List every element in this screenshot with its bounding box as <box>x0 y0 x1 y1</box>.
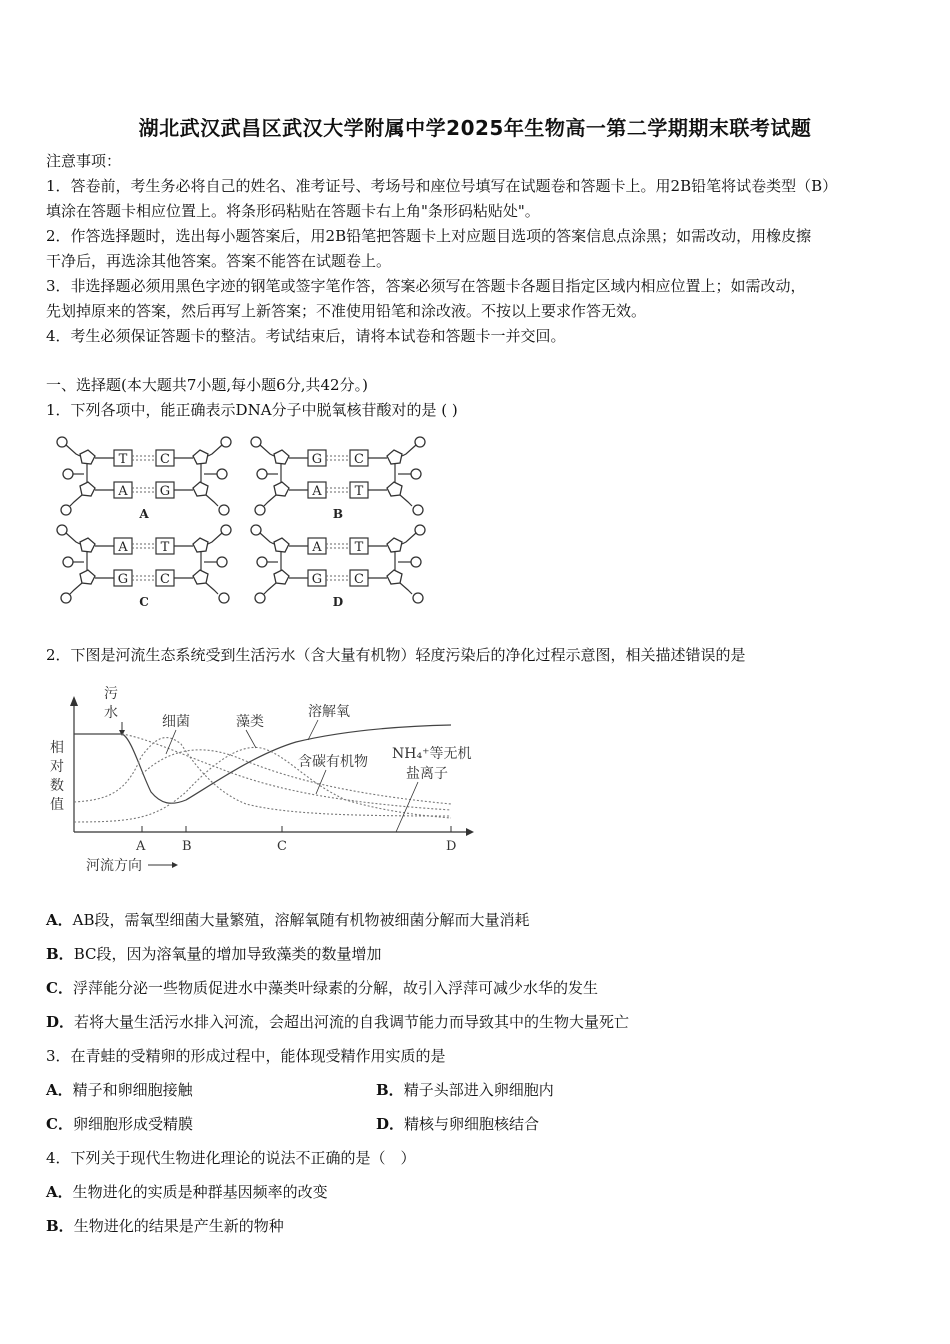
q2-option-a[interactable]: A．AB段，需氧型细菌大量繁殖，溶解氧随有机物被细菌分解而大量消耗 <box>46 911 530 929</box>
question-4-stem: 4．下列关于现代生物进化理论的说法不正确的是（ ） <box>46 1149 416 1167</box>
notice-line: 1．答卷前，考生务必将自己的姓名、准考证号、考场号和座位号填写在试题卷和答题卡上。用2B铅笔将试卷类型（B） <box>46 177 838 195</box>
base-letter: G <box>311 452 323 467</box>
q2-option-c[interactable]: C．浮萍能分泌一些物质促进水中藻类叶绿素的分解，故引入浮萍可减少水华的发生 <box>46 979 598 997</box>
q4-option-b[interactable]: B．生物进化的结果是产生新的物种 <box>46 1217 284 1235</box>
page-title: 湖北武汉武昌区武汉大学附属中学2025年生物高一第二学期期末联考试题 <box>138 116 812 140</box>
y-axis-label: 值 <box>50 797 64 813</box>
dna-pair-diagram <box>251 437 425 521</box>
base-letter: A <box>312 540 322 555</box>
bacteria-label: 细菌 <box>162 714 190 730</box>
base-letter: A <box>312 484 322 499</box>
tick-label-a: A <box>136 839 146 854</box>
q3-option-d[interactable]: D．精核与卵细胞核结合 <box>376 1115 540 1133</box>
river-purification-figure <box>46 682 486 877</box>
dna-pair-diagram <box>57 525 231 609</box>
base-letter: A <box>118 484 128 499</box>
base-letter: G <box>311 572 323 587</box>
base-letter: G <box>117 572 129 587</box>
option-label: B <box>332 507 344 521</box>
oxygen-label: 溶解氧 <box>308 704 350 720</box>
base-letter: T <box>354 484 364 499</box>
dna-pair-diagram <box>251 525 425 609</box>
y-axis-label: 数 <box>50 778 64 794</box>
question-2-stem: 2．下图是河流生态系统受到生活污水（含大量有机物）轻度污染后的净化过程示意图，相关描述错误的是 <box>46 646 746 664</box>
tick-label-d: D <box>446 839 457 854</box>
q2-option-b[interactable]: B．BC段，因为溶氧量的增加导致藻类的数量增加 <box>46 945 382 963</box>
base-letter: G <box>159 484 171 499</box>
notice-line: 2．作答选择题时，选出每小题答案后，用2B铅笔把答题卡上对应题目选项的答案信息点涂黑；如需改动，用橡皮擦 <box>46 227 812 245</box>
notice-line: 3．非选择题必须用黑色字迹的钢笔或签字笔作答，答案必须写在答题卡各题目指定区域内相应位置上；如需改动， <box>46 277 806 295</box>
y-axis-label: 对 <box>50 759 64 775</box>
carbon-label: 含碳有机物 <box>298 754 368 770</box>
x-axis-label: 河流方向 <box>86 858 142 874</box>
base-letter: C <box>354 452 364 467</box>
tick-label-b: B <box>182 839 192 854</box>
question-3-stem: 3．在青蛙的受精卵的形成过程中，能体现受精作用实质的是 <box>46 1047 446 1065</box>
nh4-label-2: 盐离子 <box>406 766 448 782</box>
notice-line: 先划掉原来的答案，然后再写上新答案；不准使用铅笔和涂改液。不按以上要求作答无效。 <box>46 302 647 320</box>
sewage-label: 水 <box>104 705 118 721</box>
sewage-label: 污 <box>104 686 118 702</box>
base-letter: C <box>354 572 364 587</box>
option-label: C <box>139 595 149 609</box>
q4-option-a[interactable]: A．生物进化的实质是种群基因频率的改变 <box>46 1183 328 1201</box>
q3-option-c[interactable]: C．卵细胞形成受精膜 <box>46 1115 193 1133</box>
y-axis-label: 相 <box>50 740 64 756</box>
base-letter: C <box>160 452 170 467</box>
nh4-label: NH₄⁺等无机 <box>392 746 472 762</box>
q3-option-b[interactable]: B．精子头部进入卵细胞内 <box>376 1081 554 1099</box>
section-heading: 一、选择题(本大题共7小题,每小题6分,共42分。) <box>46 376 368 394</box>
notice-line: 填涂在答题卡相应位置上。将条形码粘贴在答题卡右上角"条形码粘贴处"。 <box>46 202 540 220</box>
algae-label: 藻类 <box>236 714 264 730</box>
notice-line: 4．考生必须保证答题卡的整洁。考试结束后，请将本试卷和答题卡一并交回。 <box>46 327 566 345</box>
dna-pair-diagram <box>57 437 231 521</box>
base-letter: T <box>354 540 364 555</box>
oxygen-curve <box>74 725 451 803</box>
notice-line: 干净后，再选涂其他答案。答案不能答在试题卷上。 <box>46 252 392 270</box>
tick-label-c: C <box>277 839 287 854</box>
base-letter: T <box>160 540 170 555</box>
notice-heading: 注意事项： <box>46 152 122 170</box>
base-letter: T <box>118 452 128 467</box>
base-letter: A <box>118 540 128 555</box>
option-label: D <box>332 595 344 609</box>
base-letter: C <box>160 572 170 587</box>
option-label: A <box>139 507 149 521</box>
question-1-stem: 1．下列各项中，能正确表示DNA分子中脱氧核苷酸对的是 ( ) <box>46 401 458 419</box>
q2-option-d[interactable]: D．若将大量生活污水排入河流，会超出河流的自我调节能力而导致其中的生物大量死亡 <box>46 1013 630 1031</box>
q3-option-a[interactable]: A．精子和卵细胞接触 <box>46 1081 193 1099</box>
dna-pairs-diagram <box>46 430 438 610</box>
